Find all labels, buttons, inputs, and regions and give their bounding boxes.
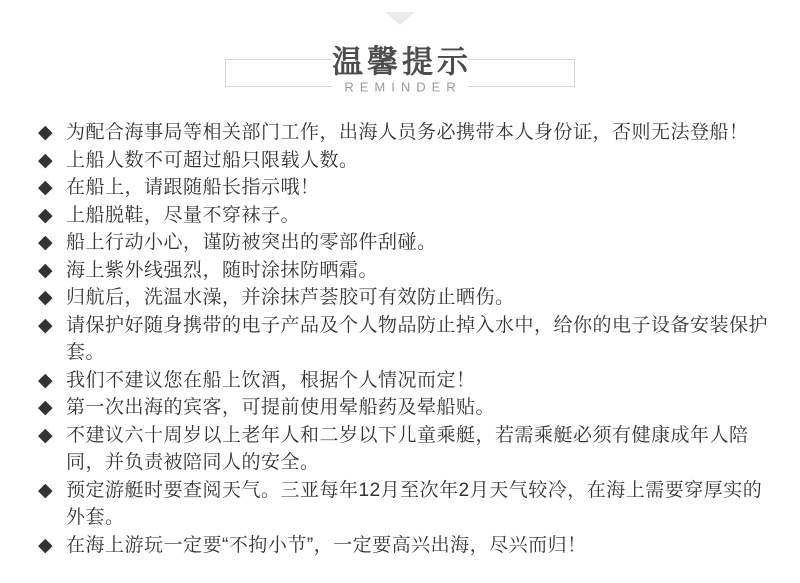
diamond-bullet-icon: ◆: [38, 314, 54, 336]
diamond-bullet-icon: ◆: [38, 122, 54, 143]
diamond-bullet-icon: ◆: [38, 259, 54, 281]
list-item-text: 预定游艇时要查阅天气。三亚每年12月至次年2月天气较冷，在海上需要穿厚实的外套。: [66, 479, 763, 528]
diamond-bullet-icon: ◆: [38, 149, 54, 171]
diamond-bullet-icon: ◆: [38, 424, 54, 446]
list-item-text: 在海上游玩一定要“不拘小节”，一定要高兴出海，尽兴而归！: [66, 534, 587, 556]
list-item: [38, 202, 770, 230]
list-item-text: 为配合海事局等相关部门工作，出海人员务必携带本人身份证，否则无法登船！: [66, 122, 749, 143]
diamond-bullet-icon: ◆: [38, 479, 54, 501]
diamond-bullet-icon: ◆: [38, 204, 54, 226]
list-item-text: 上船人数不可超过船只限载人数。: [66, 149, 359, 171]
list-item-text: 请保护好随身携带的电子产品及个人物品防止掉入水中，给你的电子设备安装保护套。: [66, 314, 769, 363]
list-item-text: 上船脱鞋，尽量不穿袜子。: [66, 204, 301, 226]
list-item-text: 不建议六十周岁以上老年人和二岁以下儿童乘艇，若需乘艇必须有健康成年人陪同，并负责被陪同人的安全。: [66, 424, 749, 473]
list-item: [38, 532, 770, 560]
diamond-bullet-icon: ◆: [38, 397, 54, 418]
list-item: [38, 477, 770, 532]
list-item: [38, 422, 770, 477]
header-left-bracket-line: [225, 59, 332, 87]
header-right-bracket-line: [468, 59, 575, 87]
page-title: 温馨提示: [332, 44, 472, 80]
list-item: [38, 284, 770, 312]
list-item-text: 第一次出海的宾客，可提前使用晕船药及晕船贴。: [66, 397, 496, 418]
page-subtitle: REMINDER: [344, 79, 462, 95]
list-item-text: 海上紫外线强烈，随时涂抹防晒霜。: [66, 259, 379, 281]
list-item: [38, 394, 770, 422]
list-item: [38, 367, 770, 395]
list-item-text: 我们不建议您在船上饮酒，根据个人情况而定！: [66, 369, 476, 391]
tips-list: [38, 119, 770, 559]
diamond-bullet-icon: ◆: [38, 534, 54, 556]
chevron-down-icon: [385, 12, 415, 25]
diamond-bullet-icon: ◆: [38, 232, 54, 253]
list-item: [38, 147, 770, 175]
diamond-bullet-icon: ◆: [38, 287, 54, 308]
header: [225, 44, 575, 95]
list-item: [38, 174, 770, 202]
diamond-bullet-icon: ◆: [38, 369, 54, 391]
list-item: [38, 257, 770, 285]
diamond-bullet-icon: ◆: [38, 177, 54, 198]
list-item-text: 船上行动小心，谨防被突出的零部件刮碰。: [66, 232, 437, 253]
list-item: [38, 229, 770, 257]
list-item: [38, 119, 770, 147]
list-item-text: 归航后，洗温水澡，并涂抹芦荟胶可有效防止晒伤。: [66, 287, 515, 308]
list-item-text: 在船上，请跟随船长指示哦！: [66, 177, 320, 198]
list-item: [38, 312, 770, 367]
